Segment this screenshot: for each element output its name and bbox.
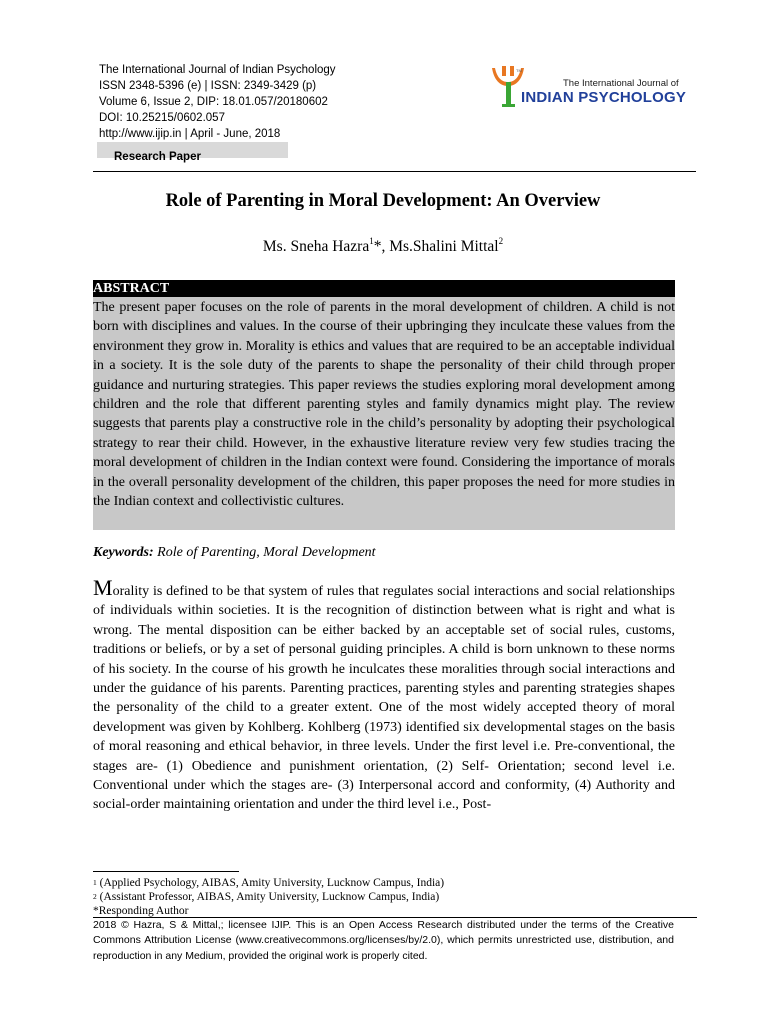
footnote-2: [93, 890, 444, 904]
website-date-line[interactable]: http://www.ijip.in | April - June, 2018: [99, 128, 281, 140]
journal-header: [99, 62, 336, 142]
abstract-heading: ABSTRACT: [93, 280, 675, 297]
license-text: 2018 © Hazra, S & Mittal,; licensee IJIP. This is an Open Access Research distributed under the terms of the Creative Commons Attribution License (www.creativecommons.org/licenses/by/2.0), which permits unrestricted use, distribution, and reproduction in any Medium, provided the original work is properly cited.: [93, 919, 674, 962]
footnotes: [93, 876, 444, 918]
footnote-text: (Assistant Professor, AIBAS, Amity University, Lucknow Campus, India): [96, 891, 440, 903]
body-text: orality is defined to be that system of rules that regulates social interactions and social relationships of individuals within societies. It is the recognition of distinction between what is right and what is wrong. The mental disposition can be either backed by an acceptable set of social rules, customs, traditions or beliefs, or by a set of personal guiding principles. A child is born unknown to these norms of his society. In the course of his growth he inculcates these moralities through social interactions and under the guidance of his parents. Parenting practices, parenting styles and parenting strategies shapes the personality of the child to a greater extent. One of the most widely accepted theory of moral development was given by Kohlberg. Kohlberg (1973) identified six developmental stages on the basis of moral reasoning and ethical behavior, in three levels. Under the first level i.e. Pre-conventional, the stages are- (1) Obedience and punishment orientation, (2) Self- Orientation; second level i.e. Conventional under which the stages are- (3) Interpersonal accord and conformity, (4) Authority and social-order maintaining orientation and under the third level i.e., Post-: [93, 584, 675, 813]
footnote-text: (Applied Psychology, AIBAS, Amity University, Lucknow Campus, India): [96, 877, 445, 889]
footnote-divider: [93, 871, 239, 872]
drop-cap: M: [93, 575, 113, 600]
footnote-mark: 1: [93, 878, 97, 887]
author-separator: *,: [373, 238, 390, 255]
author-name: Ms.Shalini Mittal: [389, 238, 499, 255]
keywords-value: Role of Parenting, Moral Development: [153, 545, 376, 560]
author-affiliation-mark: 2: [498, 236, 504, 246]
logo-caption: The International Journal of: [563, 78, 679, 89]
responding-author-note: *Responding Author: [93, 905, 189, 917]
header-divider: [93, 171, 696, 172]
abstract-text: The present paper focuses on the role of parents in the moral development of children. A child is not born with disciplines and values. In the course of their upbringing they inculcate these values from the environment they grow in. Morality is ethics and values that are required to be an acceptable individual in a society. It is the sole duty of the parents to shape the personality of their child through proper guidance and nurturing strategies. This paper reviews the studies exploring moral development among children and the role that different parenting styles and family dynamics might play. The review suggests that parents play a constructive role in the child’s personality by adopting their psychological strategy to rear their child. However, in the exhaustive literature review very few studies tracing the moral development of children in the Indian context were found. Considering the importance of morals in the overall personality development of the children, this paper proposes the need for more studies in the Indian context and collectivistic cultures.: [93, 300, 675, 510]
section-label: Research Paper: [114, 151, 201, 163]
keywords-label: Keywords:: [93, 545, 154, 560]
author-name: Ms. Sneha Hazra: [262, 238, 370, 255]
paper-title: Role of Parenting in Moral Development: An Overview: [165, 191, 601, 211]
author-line: [93, 238, 673, 256]
doi-line: DOI: 10.25215/0602.057: [99, 112, 225, 124]
footnote-mark: 2: [93, 892, 97, 901]
author-affiliation-mark: 1: [369, 236, 374, 246]
body-paragraph: [93, 575, 675, 815]
issn-line: ISSN 2348-5396 (e) | ISSN: 2349-3429 (p): [99, 80, 317, 92]
footnote-1: [93, 876, 444, 890]
logo-wordmark: INDIAN PSYCHOLOGY: [521, 89, 687, 106]
svg-text:TM: TM: [516, 68, 522, 73]
volume-line: Volume 6, Issue 2, DIP: 18.01.057/20180602: [99, 96, 328, 108]
journal-name: The International Journal of Indian Psychology: [99, 64, 336, 76]
keywords-line: [93, 545, 376, 561]
